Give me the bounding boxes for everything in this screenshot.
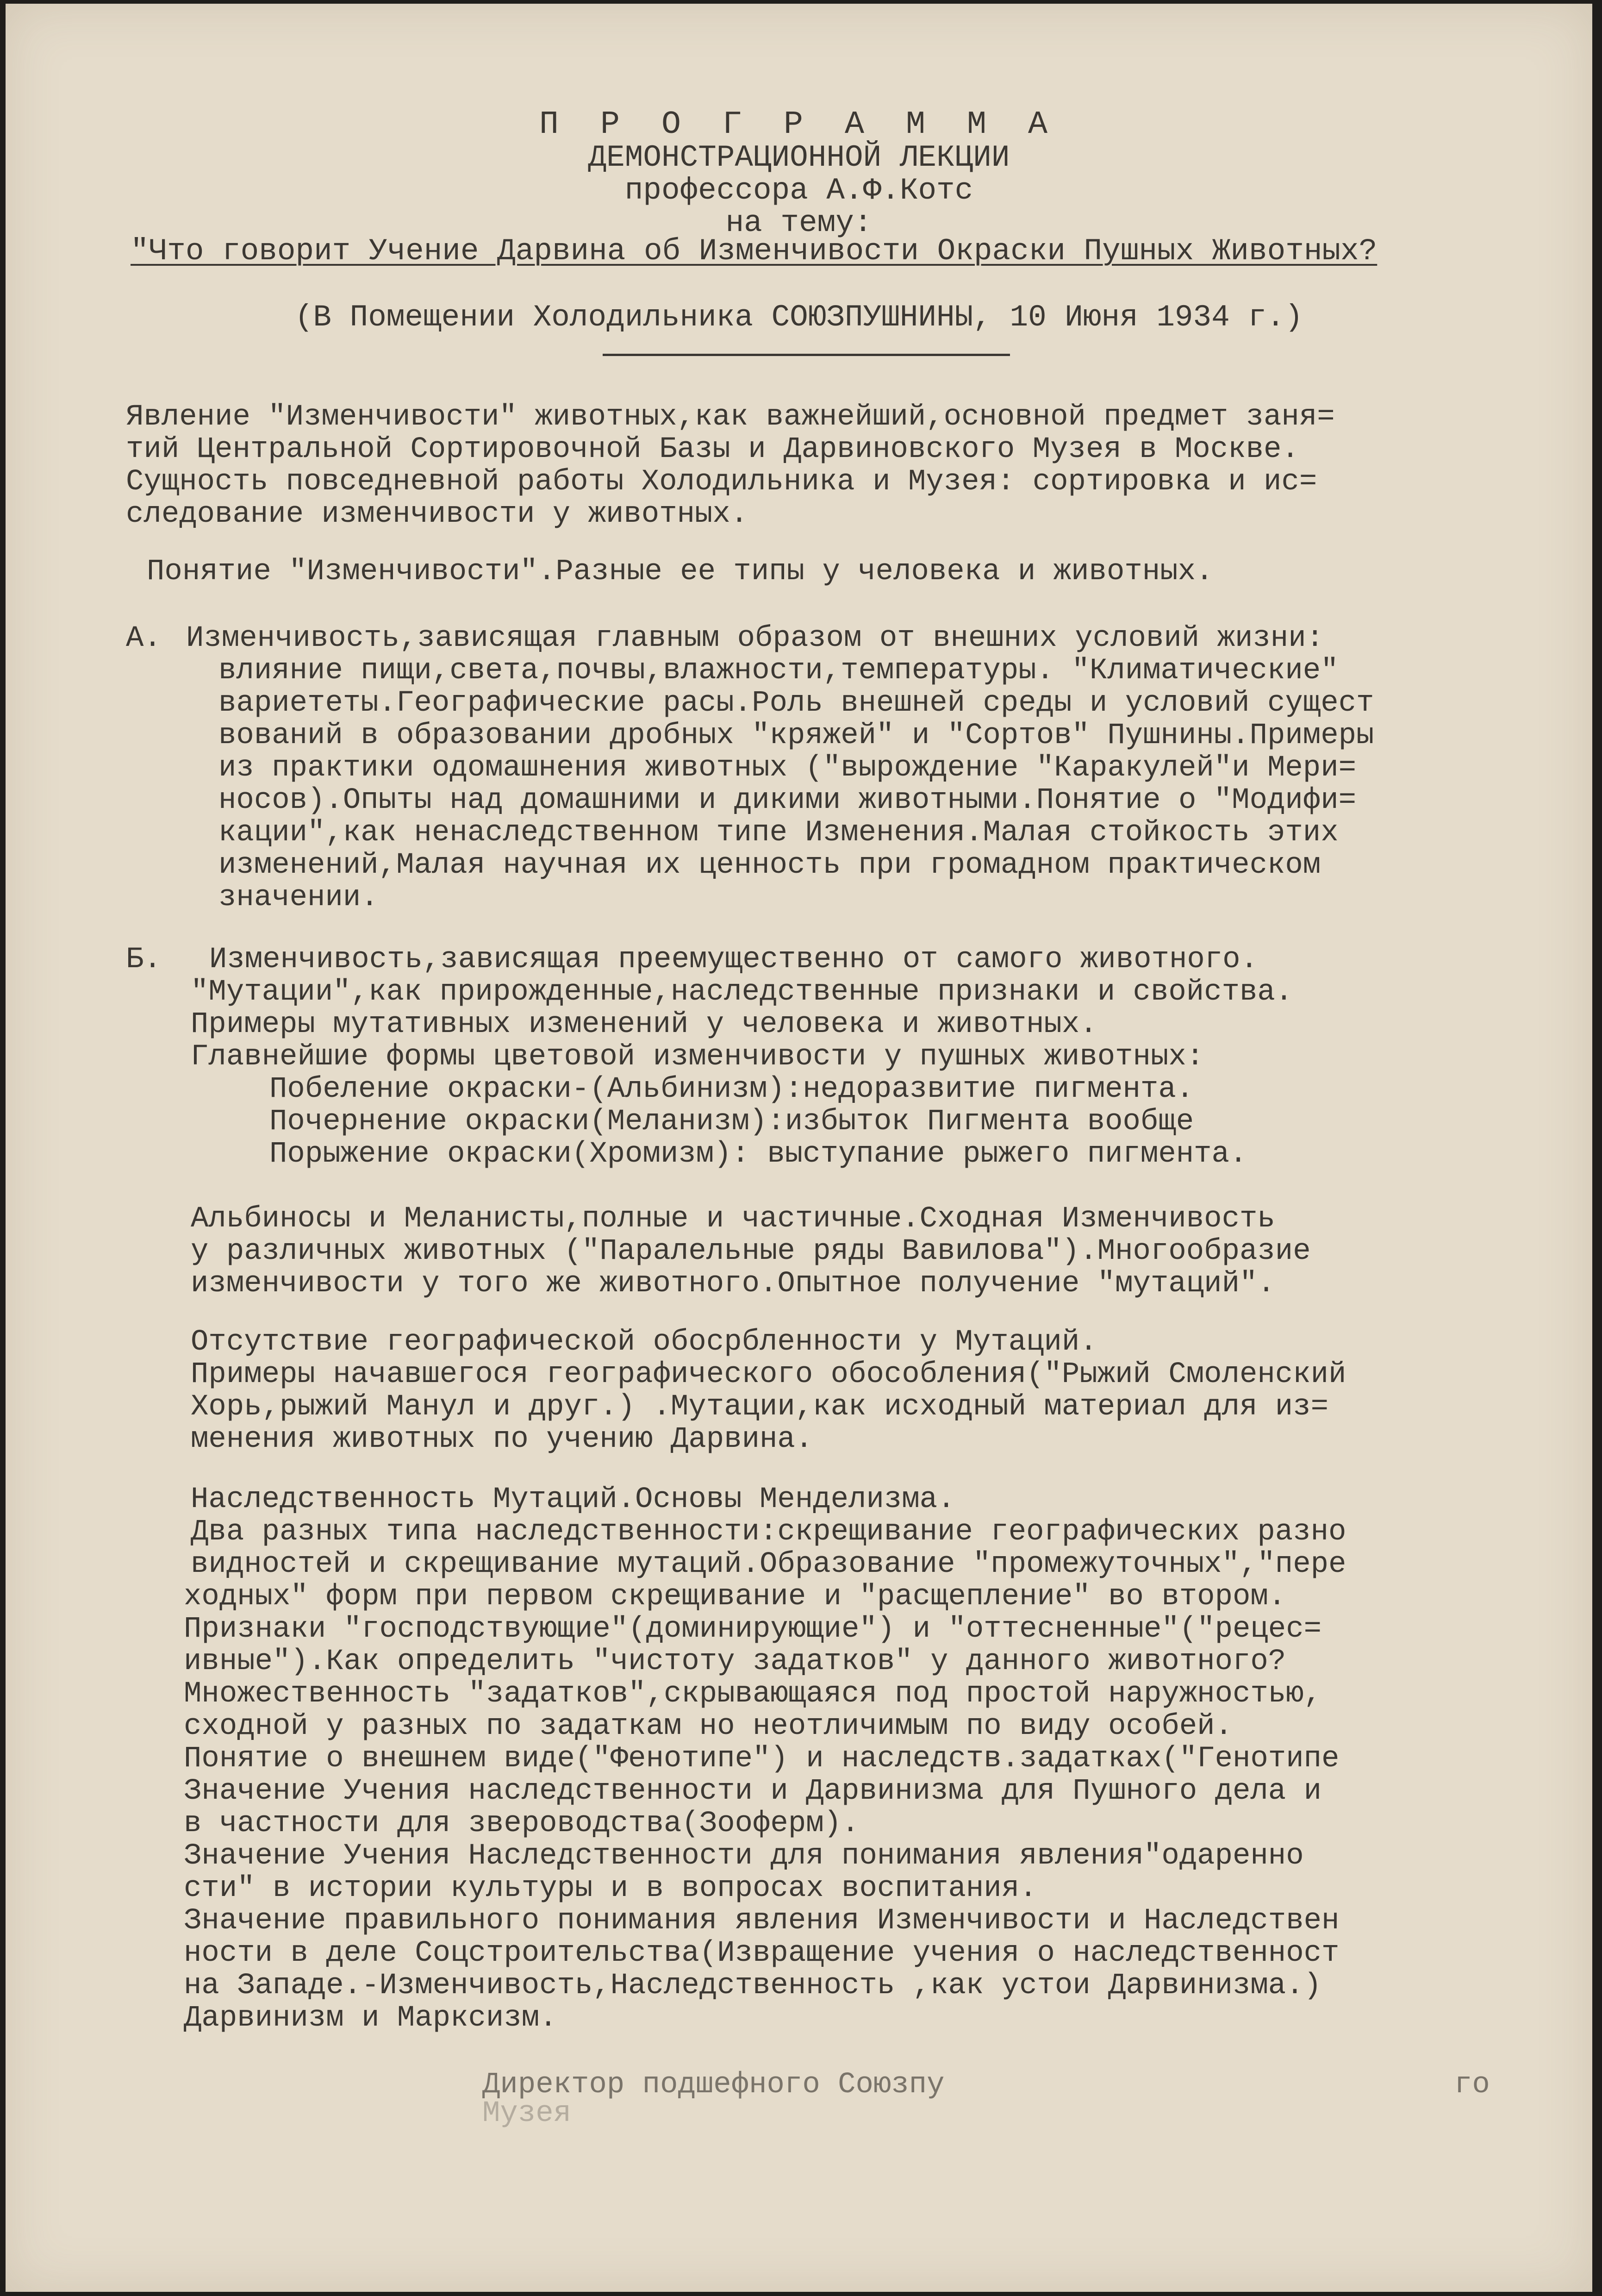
- albinos-line: Альбиносы и Меланисты,полные и частичные.Сходная Изменчивость: [191, 1202, 1275, 1236]
- heredity-line: Множественность "задатков",скрывающаяся под простой наружностью,: [184, 1677, 1321, 1711]
- intro-line: Сущность повседневной работы Холодильника и Музея: сортировка и ис=: [126, 465, 1317, 499]
- heredity-line: Понятие о внешнем виде("Фенотипе") и наследств.задатках("Генотипе: [184, 1742, 1340, 1776]
- professor-line: профессора А.Ф.Котс: [624, 173, 973, 208]
- section-b-line: Примеры мутативных изменений у человека и животных.: [191, 1008, 1097, 1041]
- header-divider: [603, 354, 1010, 356]
- color-form-line: Порыжение окраски(Хромизм): выступание рыжего пигмента.: [269, 1138, 1247, 1171]
- section-a-line: Изменчивость,зависящая главным образом от внешних условий жизни:: [186, 622, 1324, 655]
- section-a-line: значении.: [218, 881, 379, 914]
- concept-line: Понятие "Изменчивости".Разные ее типы у человека и животных.: [147, 555, 1214, 588]
- lecture-type-heading: ДЕМОНСТРАЦИОННОЙ ЛЕКЦИИ: [588, 140, 1010, 175]
- heredity-line: Дарвинизм и Марксизм.: [184, 2002, 557, 2035]
- geo-line: менения животных по учению Дарвина.: [191, 1423, 813, 1456]
- signature-line-end: го: [1454, 2068, 1490, 2102]
- document-page: [6, 4, 1592, 2292]
- heredity-line: Значение правильного понимания явления Изменчивости и Наследствен: [184, 1904, 1340, 1938]
- section-b-marker: Б.: [126, 943, 162, 976]
- intro-line: тий Центральной Сортировочной Базы и Дарвиновского Музея в Москве.: [126, 433, 1299, 466]
- heredity-line: ности в деле Соцстроительства(Извращение учения о наследственност: [184, 1937, 1340, 1970]
- section-a-line: из практики одомашнения животных ("вырождение "Каракулей"и Мери=: [218, 751, 1356, 785]
- program-heading: П Р О Г Р А М М А: [539, 106, 1059, 143]
- heredity-line: ивные").Как определить "чистоту задатков" у данного животного?: [184, 1645, 1286, 1678]
- heredity-line: видностей и скрещивание мутаций.Образование "промежуточных","пере: [191, 1548, 1346, 1581]
- lecture-title: "Что говорит Учение Дарвина об Изменчивости Окраски Пушных Животных?: [131, 234, 1378, 269]
- intro-line: следование изменчивости у животных.: [126, 498, 748, 531]
- heredity-line: сходной у разных по задаткам но неотличимым по виду особей.: [184, 1710, 1233, 1743]
- section-a-line: кации",как ненаследственном типе Изменения.Малая стойкость этих: [218, 816, 1339, 850]
- section-a-line: вований в образовании дробных "кряжей" и "Сортов" Пушнины.Примеры: [218, 719, 1374, 752]
- color-form-line: Побеление окраски-(Альбинизм):недоразвитие пигмента.: [269, 1073, 1194, 1106]
- section-a-marker: А.: [126, 622, 162, 655]
- section-a-line: вариететы.Географические расы.Роль внешней среды и условий сущест: [218, 687, 1374, 720]
- intro-line: Явление "Изменчивости" животных,как важнейший,основной предмет заня=: [126, 400, 1335, 434]
- section-b-line: Изменчивость,зависящая преемущественно от самого животного.: [209, 943, 1258, 976]
- heredity-line: Значение Учения Наследственности для понимания явления"одаренно: [184, 1839, 1304, 1873]
- section-b-line: "Мутации",как прирожденные,наследственные признаки и свойства.: [191, 976, 1293, 1009]
- heredity-line: Значение Учения наследственности и Дарвинизма для Пушного дела и: [184, 1775, 1321, 1808]
- color-form-line: Почернение окраски(Меланизм):избыток Пигмента вообще: [269, 1105, 1194, 1139]
- section-b-line: Главнейшие формы цветовой изменчивости у пушных животных:: [191, 1040, 1204, 1074]
- albinos-line: изменчивости у того же животного.Опытное получение "мутаций".: [191, 1267, 1275, 1301]
- section-a-line: изменений,Малая научная их ценность при громадном практическом: [218, 849, 1321, 882]
- place-date-line: (В Помещении Холодильника СОЮЗПУШНИНЫ, 10 Июня 1934 г.): [294, 300, 1303, 335]
- geo-line: Примеры начавшегося географического обособления("Рыжий Смоленский: [191, 1358, 1346, 1391]
- geo-line: Отсутствие географической обосрбленности у Мутаций.: [191, 1326, 1097, 1359]
- heredity-line: сти" в истории культуры и в вопросах воспитания.: [184, 1872, 1037, 1905]
- heredity-line: Два разных типа наследственности:скрещивание географических разно: [191, 1515, 1346, 1549]
- heredity-line: на Западе.-Изменчивость,Наследственность ,как устои Дарвинизма.): [184, 1969, 1321, 2002]
- signature-line: Директор подшефного Союзпу: [482, 2068, 945, 2102]
- albinos-line: у различных животных ("Паралельные ряды Вавилова").Многообразие: [191, 1235, 1311, 1268]
- geo-line: Хорь,рыжий Манул и друг.) .Мутации,как исходный материал для из=: [191, 1390, 1328, 1424]
- section-a-line: носов).Опыты над домашними и дикими животными.Понятие о "Модифи=: [218, 784, 1356, 817]
- signature-museum: Музея: [482, 2097, 572, 2130]
- heredity-line: в частности для звероводства(Зооферм).: [184, 1807, 860, 1840]
- section-a-line: влияние пищи,света,почвы,влажности,температуры. "Климатические": [218, 654, 1339, 688]
- heredity-line: Признаки "господствующие"(доминирующие") и "оттесненные"("рецес=: [184, 1613, 1321, 1646]
- heredity-line: Наследственность Мутаций.Основы Менделизма.: [191, 1483, 955, 1516]
- topic-label: на тему:: [725, 206, 873, 240]
- heredity-line: ходных" форм при первом скрещивание и "расщепление" во втором.: [184, 1580, 1286, 1614]
